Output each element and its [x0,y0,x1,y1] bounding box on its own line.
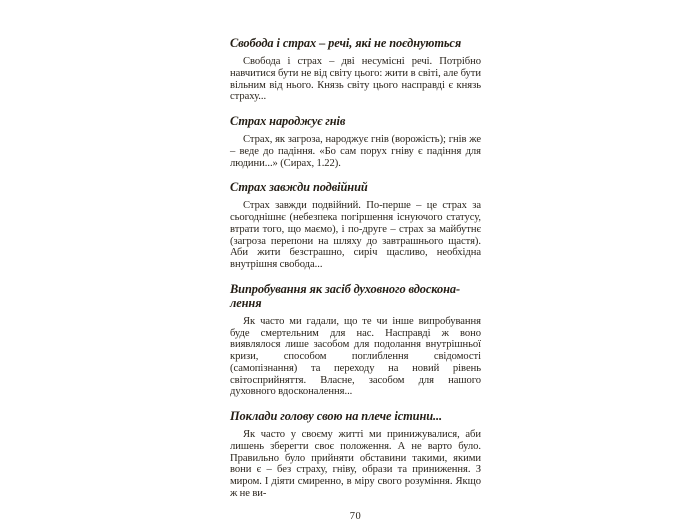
section-heading: Поклади голову свою на плече істини... [230,409,443,423]
section [230,36,481,103]
section-paragraph: Як часто у своєму житті ми принижувалися, аби лишень зберегти своє положення. А не варто було. Правильно було прийняти обставини такими, якими вони є – без страху, гніву, образи та приниження. З миром. І діяти смиренно, в міру свого розуміння. Якщо ж не ви- [230,429,481,499]
section-heading: Випробування як засіб духовного вдосконалення [230,281,461,310]
section-heading: Свобода і страх – речі, які не поєднуються [230,36,462,50]
section [230,282,481,398]
section-paragraph: Страх, як загроза, народжує гнів (ворожість); гнів же – веде до падіння. «Бо сам порух гніву є падіння для людини...» (Сирах, 1.22). [230,134,481,169]
section-heading: Страх народжує гнів [230,114,346,128]
page-number: 70 [349,510,362,522]
section-paragraph: Як часто ми гадали, що те чи інше випробування буде смертельним для нас. Насправді ж воно виявлялося лише засобом для подолання внутрішньої кризи, способом поглиблення свідомості (самопізнання) та переходу на новий рівень світосприйняття. Власне, засобом для нашого духовного вдосконалення... [230,315,481,398]
section [230,114,481,169]
section [230,409,481,500]
section-paragraph: Страх завжди подвійний. По-перше – це страх за сьогоднішнє (небезпека погіршення існуючого статусу, втрати того, що маємо), і по-друге – страх за майбутнє (загроза перепони на шляху до завтрашнього щастя). Аби жити безстрашно, сиріч щасливо, необхідна внутрішня свобода... [230,200,481,270]
section [230,180,481,271]
section-heading: Страх завжди подвійний [230,180,368,195]
text-column [230,36,481,522]
section-paragraph: Свобода і страх – дві несумісні речі. Потрібно навчитися бути не від світу цього: жити в світі, але бути вільним від нього. Князь світу цього насправді є князь страху... [230,56,481,103]
